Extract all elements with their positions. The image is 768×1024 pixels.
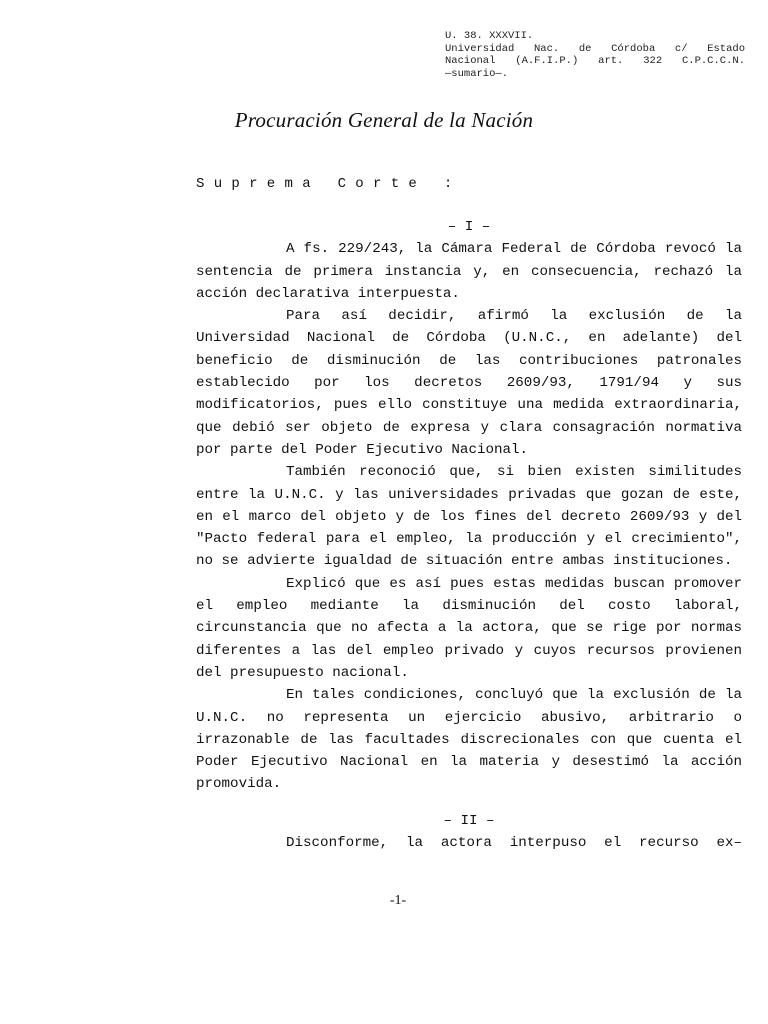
case-reference-line: Universidad Nac. de Córdoba c/ Estado	[445, 42, 745, 55]
section-heading: – II –	[443, 812, 495, 829]
case-reference-line: U. 38. XXXVII.	[445, 30, 534, 42]
case-reference	[445, 30, 745, 80]
paragraph	[196, 238, 742, 305]
paragraph-text: Para así decidir, afirmó la exclusión de la Universidad Nacional de Córdoba (U.N.C., en adelante) del beneficio de disminución de las contribuciones patronales establecido por los decretos 2609/93, 1791/94 y sus modificatorios, pues ello constituye una medida extraordinaria, que debió ser objeto de expresa y clara consagración normativa por parte del Poder Ejecutivo Nacional.	[196, 308, 742, 458]
paragraph	[196, 684, 742, 795]
paragraph	[196, 461, 742, 572]
paragraph-text: También reconoció que, si bien existen similitudes entre la U.N.C. y las universidades privadas que gozan de este, en el marco del objeto y de los fines del decreto 2609/93 y del "Pacto federal para el empleo, la producción y el crecimiento", no se advierte igualdad de situación entre ambas instituciones.	[196, 464, 742, 570]
letterhead-title: Procuración General de la Nación	[234, 108, 534, 132]
section-spacer	[196, 796, 742, 810]
salutation: Suprema Corte :	[196, 176, 462, 192]
document-body	[196, 216, 742, 854]
paragraph	[196, 305, 742, 461]
section-heading: – I –	[447, 219, 491, 235]
paragraph-text: Disconforme, la actora interpuso el recurso ex–	[286, 835, 742, 852]
case-reference-line: Nacional (A.F.I.P.) art. 322 C.P.C.C.N.	[445, 55, 745, 67]
paragraph-text: Explicó que es así pues estas medidas buscan promover el empleo mediante la disminución del costo laboral, circunstancia que no afecta a la actora, que se rige por normas diferentes a las del empleo privado y cuyos recursos provienen del presupuesto nacional.	[196, 575, 742, 681]
paragraph	[196, 573, 742, 684]
case-reference-line: —sumario—.	[445, 67, 509, 80]
paragraph	[196, 832, 742, 854]
page-number: -1-	[389, 893, 407, 908]
paragraph-text: En tales condiciones, concluyó que la exclusión de la U.N.C. no representa un ejercicio abusivo, arbitrario o irrazonable de las facultades discrecionales con que cuenta el Poder Ejecutivo Nacional en la materia y desestimó la acción promovida.	[196, 687, 742, 793]
paragraph-text: A fs. 229/243, la Cámara Federal de Córdoba revocó la sentencia de primera instancia y, en consecuencia, rechazó la acción declarativa interpuesta.	[196, 241, 742, 302]
